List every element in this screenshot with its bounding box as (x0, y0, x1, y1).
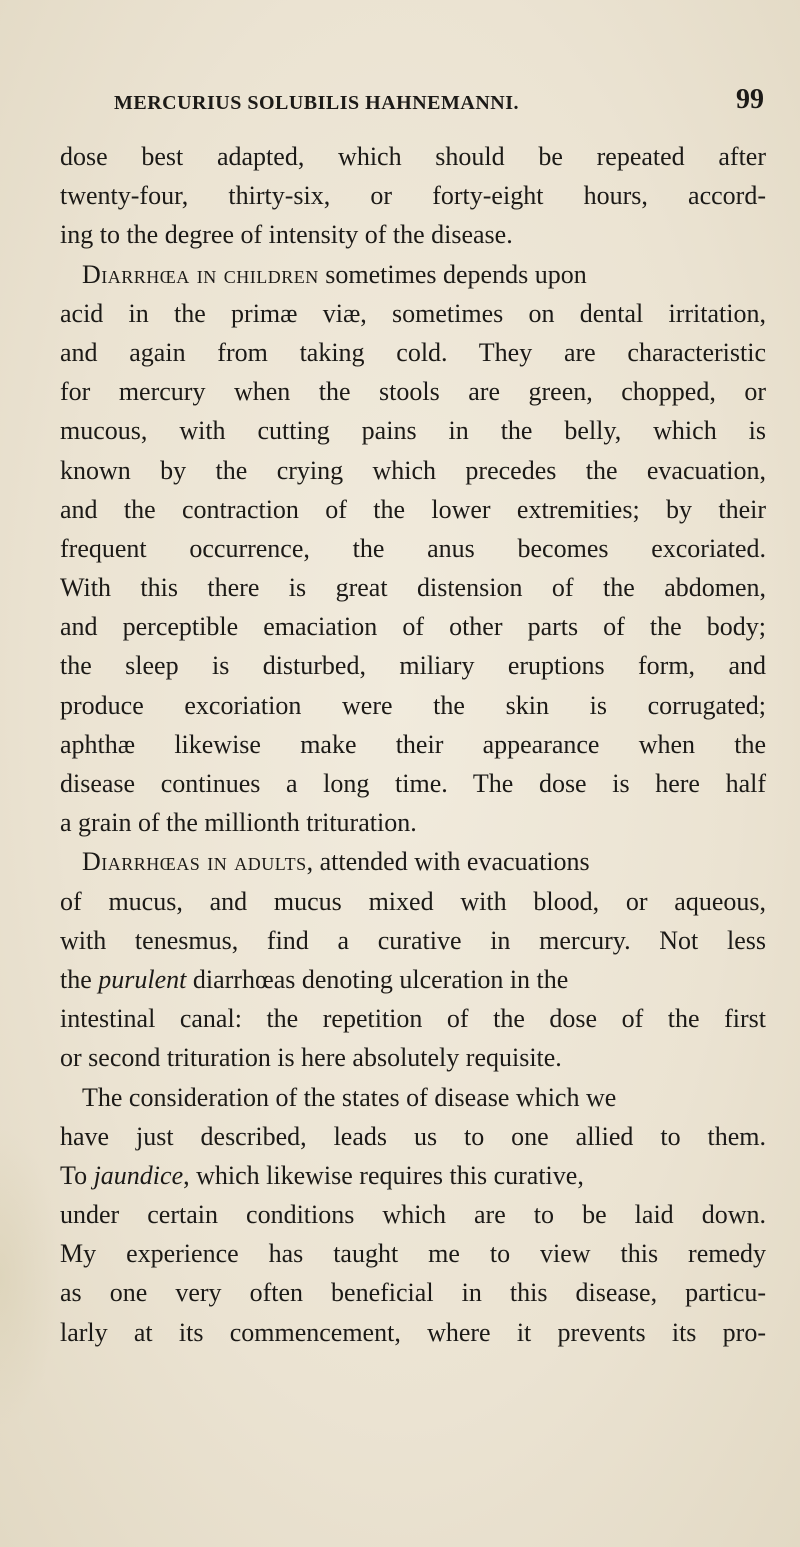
text-line (60, 1156, 766, 1195)
text-line: as one very often beneficial in this disease, particu- (60, 1278, 766, 1308)
text-line: acid in the primæ viæ, sometimes on dental irritation, (60, 298, 766, 328)
text-line: and the contraction of the lower extremities; by their (60, 494, 766, 524)
text-line (60, 960, 766, 999)
section-heading: Diarrhœas in adults (82, 847, 307, 877)
text-line: ing to the degree of intensity of the disease. (60, 220, 513, 250)
text-fragment: diarrhœas denoting ulceration in the (186, 964, 569, 994)
running-head: MERCURIUS SOLUBILIS HAHNEMANNI. (114, 92, 520, 114)
text-fragment: , attended with evacuations (306, 847, 590, 877)
text-line: and perceptible emaciation of other parts of the body; (60, 612, 766, 642)
section-heading: Diarrhœa in children (82, 259, 319, 289)
paper-stain (0, 1127, 60, 1427)
italic-term: jaundice (93, 1160, 184, 1190)
text-fragment: To (60, 1160, 94, 1190)
text-line: mucous, with cutting pains in the belly, which is (60, 416, 766, 446)
text-line: for mercury when the stools are green, chopped, or (60, 377, 766, 407)
body-text (60, 137, 766, 1352)
text-line: of mucus, and mucus mixed with blood, or aqueous, (60, 886, 766, 916)
text-line: a grain of the millionth trituration. (60, 808, 417, 838)
text-line: dose best adapted, which should be repeated after (60, 142, 766, 171)
text-line (60, 255, 766, 294)
text-line: frequent occurrence, the anus becomes excoriated. (60, 533, 766, 563)
text-line: or second trituration is here absolutely requisite. (60, 1043, 562, 1073)
text-line: twenty-four, thirty-six, or forty-eight hours, accord- (60, 181, 766, 211)
text-line: intestinal canal: the repetition of the dose of the first (60, 1004, 766, 1034)
text-line: produce excoriation were the skin is corrugated; (60, 690, 766, 720)
text-line (60, 842, 766, 881)
text-line: have just described, leads us to one allied to them. (60, 1121, 766, 1151)
text-line: larly at its commencement, where it prevents its pro- (60, 1317, 766, 1347)
text-fragment: , which likewise requires this curative, (183, 1160, 584, 1190)
text-line: The consideration of the states of disease which we (82, 1082, 617, 1112)
text-line: My experience has taught me to view this remedy (60, 1239, 766, 1269)
text-line: with tenesmus, find a curative in mercury. Not less (60, 925, 766, 955)
text-line: and again from taking cold. They are characteristic (60, 337, 766, 367)
text-line: the sleep is disturbed, miliary eruptions form, and (60, 651, 766, 681)
text-line: aphthæ likewise make their appearance when the (60, 729, 766, 759)
text-line: known by the crying which precedes the evacuation, (60, 455, 766, 485)
text-fragment: sometimes depends upon (318, 259, 587, 289)
text-line: disease continues a long time. The dose is here half (60, 769, 766, 798)
page-number: 99 (736, 84, 764, 115)
text-line: With this there is great distension of the abdomen, (60, 573, 766, 603)
page-header (114, 84, 764, 124)
text-fragment: the (60, 964, 99, 994)
italic-term: purulent (98, 964, 187, 994)
text-line: under certain conditions which are to be laid down. (60, 1200, 766, 1230)
